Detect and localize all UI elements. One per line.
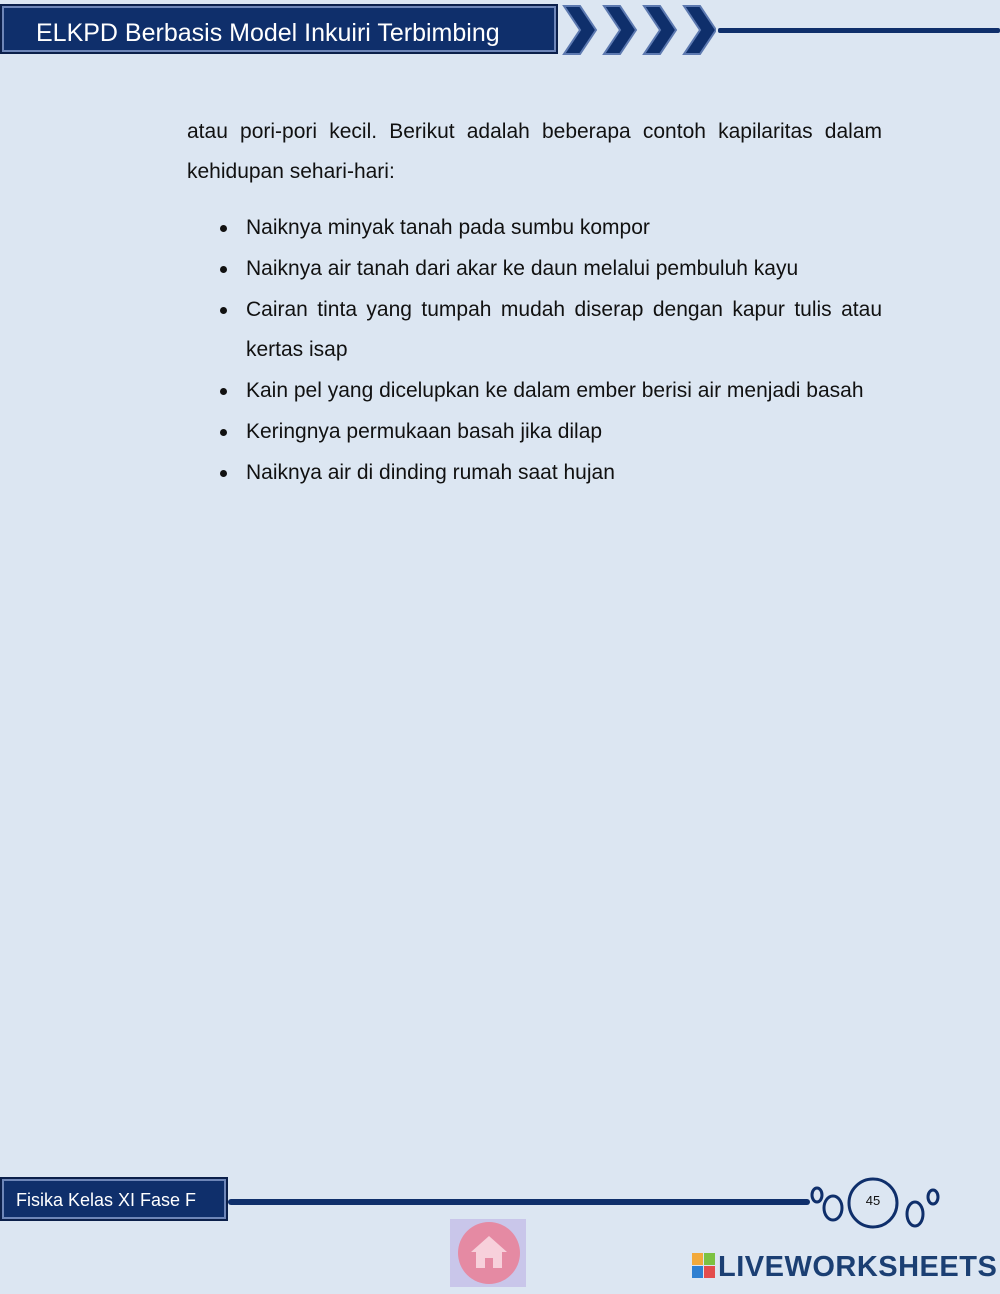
list-item — [187, 249, 882, 289]
list-item-text: Kain pel yang dicelupkan ke dalam ember berisi air menjadi basah — [246, 379, 864, 402]
list-item-text: Cairan tinta yang tumpah mudah diserap dengan kapur tulis atau kertas isap — [246, 298, 882, 361]
list-item-text: Naiknya air tanah dari akar ke daun melalui pembuluh kayu — [246, 257, 799, 280]
bullet-icon — [220, 225, 227, 232]
page-number: 45 — [865, 1193, 881, 1208]
header-title-bar — [0, 4, 558, 54]
home-button[interactable] — [450, 1219, 526, 1287]
list-item-text: Naiknya minyak tanah pada sumbu kompor — [246, 216, 650, 239]
liveworksheets-brand[interactable]: LIVEWORKSHEETS — [718, 1251, 998, 1283]
intro-paragraph: atau pori-pori kecil. Berikut adalah beberapa contoh kapilaritas dalam kehidupan sehari-hari: — [187, 120, 882, 183]
capillarity-examples-list — [187, 208, 882, 493]
footer-subject-label: Fisika Kelas XI Fase F — [16, 1190, 197, 1210]
footer-divider-line — [228, 1199, 810, 1205]
list-item-text: Keringnya permukaan basah jika dilap — [246, 420, 603, 443]
list-item — [187, 290, 882, 370]
bullet-icon — [220, 470, 227, 477]
bullet-icon — [220, 388, 227, 395]
list-item — [187, 371, 882, 411]
header-title: ELKPD Berbasis Model Inkuiri Terbimbing — [36, 19, 500, 47]
bullet-icon — [220, 266, 227, 273]
home-icon — [458, 1222, 520, 1284]
list-item — [187, 208, 882, 248]
list-item — [187, 412, 882, 452]
chevron-arrows-icon — [560, 2, 716, 58]
footer-subject-box — [0, 1177, 228, 1221]
header-divider-line — [718, 28, 1000, 33]
list-item-text: Naiknya air di dinding rumah saat hujan — [246, 461, 615, 484]
bullet-icon — [220, 429, 227, 436]
liveworksheets-logo-icon — [692, 1253, 716, 1279]
bullet-icon — [220, 307, 227, 314]
main-content — [187, 112, 882, 494]
list-item — [187, 453, 882, 493]
